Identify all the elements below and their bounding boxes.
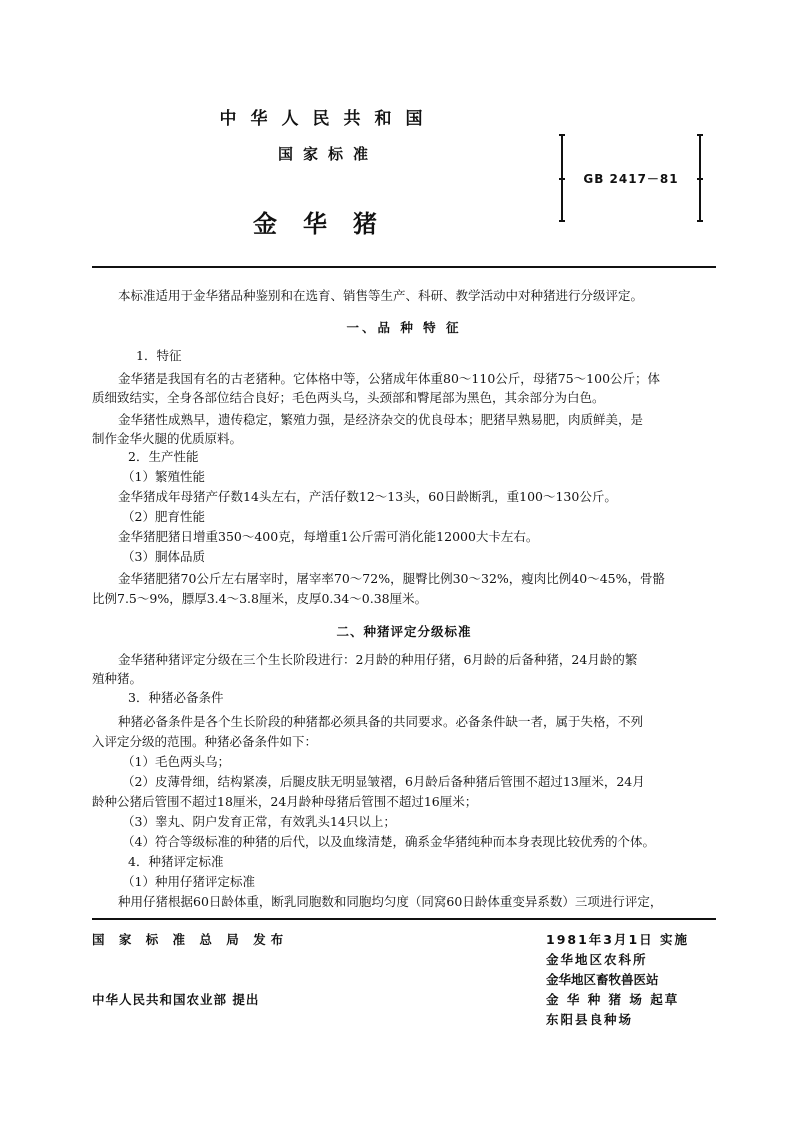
box-edge-tick	[697, 178, 703, 180]
item3-title: 3．种猪必备条件	[128, 690, 224, 705]
item3-line: 入评定分级的范围。种猪必备条件如下：	[92, 734, 318, 749]
item1-title: 1．特征	[136, 348, 182, 363]
item4-sub1-title: （1）种用仔猪评定标准	[122, 874, 255, 889]
sub1-text: 金华猪成年母猪产仔数14头左右，产活仔数12～13头，60日龄断乳，重100～130公斤。	[118, 489, 617, 504]
condition-item: 龄种公猪后管围不超过18厘米，24月龄种母猪后管围不超过16厘米；	[92, 794, 478, 809]
item4-title: 4．种猪评定标准	[128, 854, 224, 869]
box-edge-tick	[697, 134, 703, 136]
effective-date: 1981年3月1日 实施	[546, 932, 690, 947]
condition-item: （4）符合等级标准的种猪的后代，以及血缘清楚，确系金华猪纯种而本身表现比较优秀的个体。	[122, 834, 655, 849]
sub2-title: （2）肥育性能	[122, 509, 205, 524]
intro-paragraph: 本标准适用于金华猪品种鉴别和在选育、销售等生产、科研、教学活动中对种猪进行分级评定。	[118, 288, 644, 303]
item1-line: 金华猪性成熟早，遗传稳定，繁殖力强，是经济杂交的优良母本；肥猪早熟易肥，肉质鲜美，是	[118, 412, 644, 427]
sub3-line: 金华猪肥猪70公斤左右屠宰时，屠宰率70～72%，腿臀比例30～32%，瘦肉比例40～45%，骨骼	[118, 571, 665, 586]
box-edge-tick	[559, 220, 565, 222]
item2-title: 2．生产性能	[128, 449, 199, 464]
section1-title: 一、品 种 特 征	[346, 320, 462, 335]
box-edge-tick	[559, 178, 565, 180]
standard-code: GB 2417－81	[583, 172, 679, 186]
drafter-line: 金 华 种 猪 场 起草	[546, 992, 680, 1007]
item4-sub1-text: 种用仔猪根据60日龄体重，断乳同胞数和同胞均匀度（同窝60日龄体重变异系数）三项进行评定，	[118, 894, 663, 909]
country-heading: 中华人民共和国	[219, 109, 437, 129]
sub3-line: 比例7.5～9%，膘厚3.4～3.8厘米，皮厚0.34～0.38厘米。	[92, 591, 428, 606]
category-heading: 国家标准	[277, 145, 378, 163]
condition-item: （1）毛色两头乌；	[122, 754, 230, 769]
footer-divider	[92, 918, 716, 920]
condition-item: （3）睾丸、阴户发育正常，有效乳头14只以上；	[122, 814, 396, 829]
item1-line: 制作金华火腿的优质原料。	[92, 431, 243, 446]
standard-code-box	[561, 134, 701, 222]
box-edge-tick	[697, 220, 703, 222]
condition-item: （2）皮薄骨细，结构紧凑，后腿皮肤无明显皱褶，6月龄后备种猪后管围不超过13厘米，24月	[122, 774, 645, 789]
document-title: 金华猪	[253, 209, 403, 238]
box-edge-tick	[559, 134, 565, 136]
publisher-line: 国 家 标 准 总 局 发布	[92, 932, 289, 947]
drafter-line: 金华地区畜牧兽医站	[546, 972, 659, 987]
item1-line: 质细致结实，全身各部位结合良好；毛色两头乌，头颈部和臀尾部为黑色，其余部分为白色。	[92, 390, 605, 405]
header-divider	[92, 266, 716, 268]
section2-title: 二、种猪评定分级标准	[336, 624, 472, 639]
drafter-line: 金华地区农科所	[546, 952, 648, 967]
sub1-title: （1）繁殖性能	[122, 469, 205, 484]
sub2-text: 金华猪肥猪日增重350～400克，每增重1公斤需可消化能12000大卡左右。	[118, 529, 539, 544]
section2-line: 金华猪种猪评定分级在三个生长阶段进行：2月龄的种用仔猪，6月龄的后备种猪，24月龄的繁	[118, 652, 638, 667]
section2-line: 殖种猪。	[92, 671, 143, 686]
proposer-line: 中华人民共和国农业部 提出	[92, 992, 260, 1007]
item1-line: 金华猪是我国有名的古老猪种。它体格中等，公猪成年体重80～110公斤，母猪75～100公斤；体	[118, 371, 661, 386]
drafter-line: 东阳县良种场	[546, 1012, 634, 1027]
sub3-title: （3）胴体品质	[122, 549, 205, 564]
item3-line: 种猪必备条件是各个生长阶段的种猪都必须具备的共同要求。必备条件缺一者，属于失格，不列	[118, 714, 644, 729]
